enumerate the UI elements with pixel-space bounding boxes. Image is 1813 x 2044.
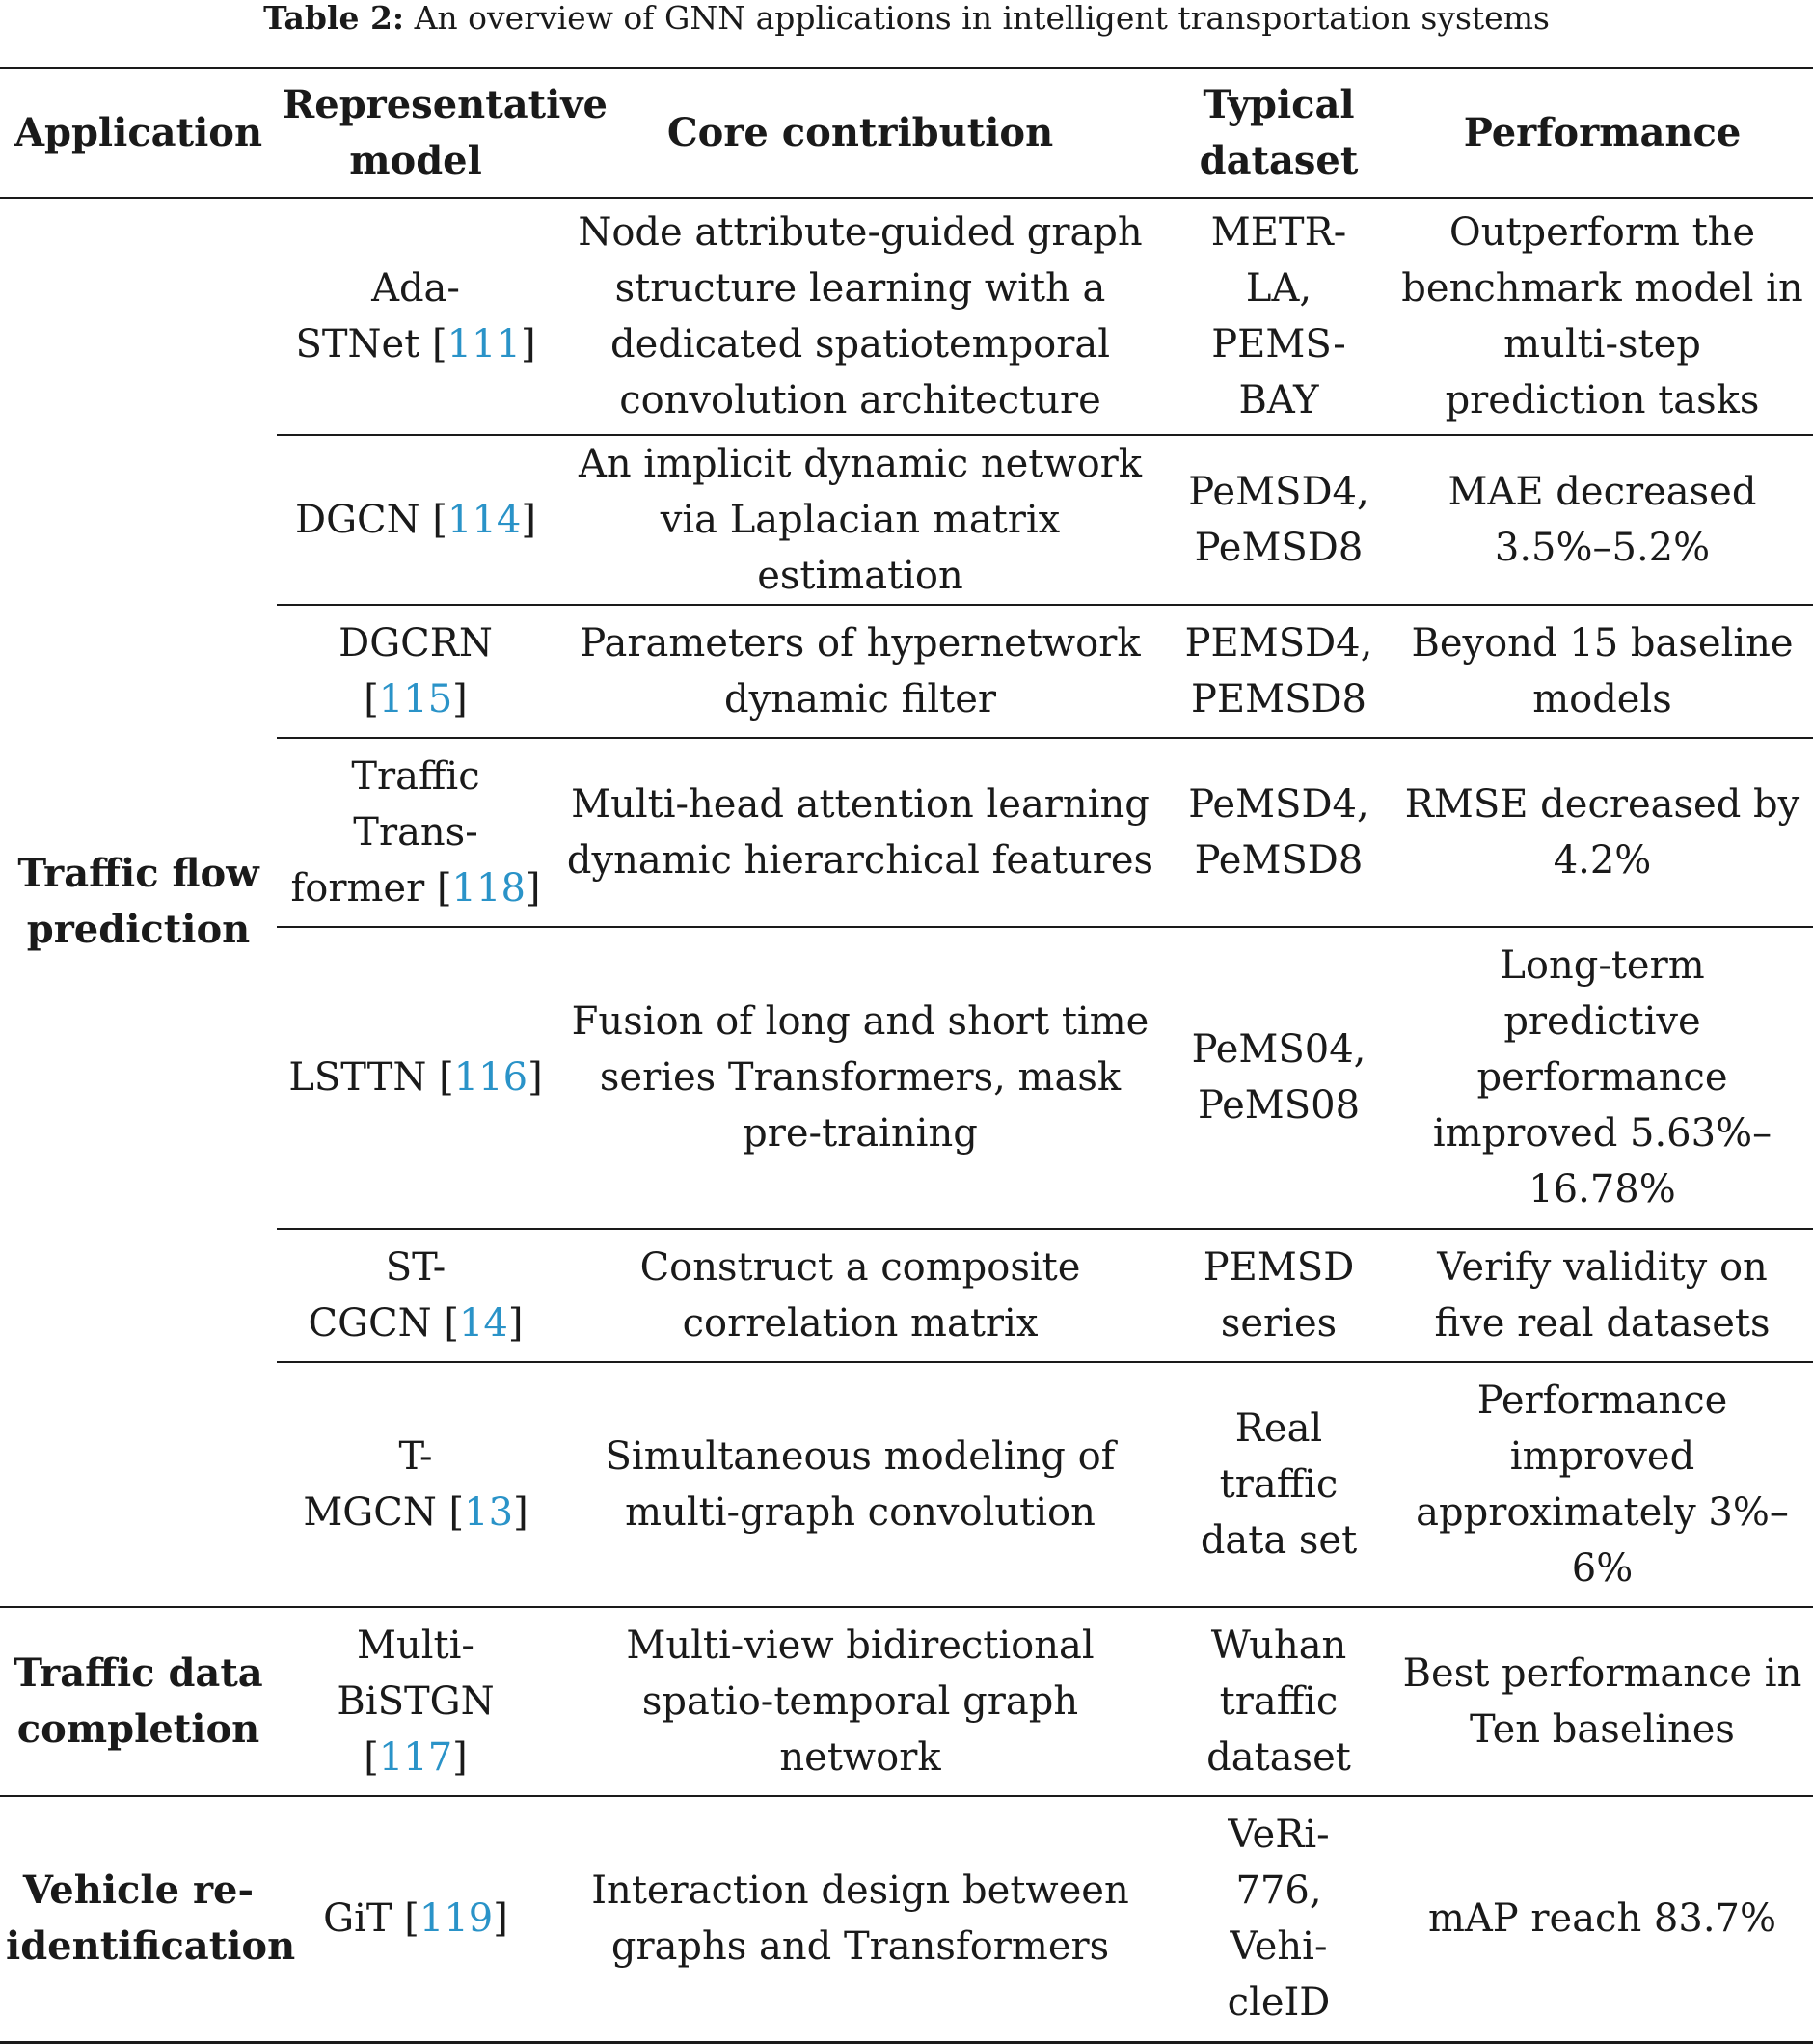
performance-cell: Performance improved approximately 3%–6% (1392, 1362, 1813, 1607)
header-performance: Performance (1463, 109, 1742, 155)
model-cell: T- MGCN [13] (277, 1362, 555, 1607)
contribution-cell: Multi-view bidirectional spatio-temporal graph network (555, 1607, 1166, 1796)
model-cell: Ada- STNet [111] (277, 198, 555, 435)
application-line1: Vehicle re- (22, 1867, 255, 1914)
header-dataset (1166, 68, 1392, 198)
header-model-line2: model (349, 137, 482, 183)
header-dataset-line1: Typical (1203, 81, 1355, 127)
performance-cell: Outperform the benchmark model in multi-step prediction tasks (1392, 198, 1813, 435)
model-cell: Traffic Trans- former [118] (277, 738, 555, 927)
citation-link[interactable]: 13 (464, 1489, 514, 1535)
citation-link[interactable]: 115 (378, 676, 453, 722)
contribution-cell: Multi-head attention learning dynamic hierarchical features (555, 738, 1166, 927)
table-caption (0, 0, 1813, 44)
citation-link[interactable]: 118 (451, 865, 526, 911)
dataset-cell: METR- LA, PEMS- BAY (1166, 198, 1392, 435)
dataset-cell: PeMSD4, PeMSD8 (1166, 435, 1392, 605)
model-cell: DGCRN [115] (277, 605, 555, 738)
application-cell-vehicle-reid (0, 1796, 296, 2043)
caption-text: An overview of GNN applications in intelligent transportation systems (404, 0, 1550, 37)
citation-link[interactable]: 116 (453, 1055, 528, 1100)
model-name: DGCN (295, 497, 420, 542)
contribution-cell: Interaction design between graphs and Transformers (555, 1796, 1166, 2043)
header-row (0, 68, 1813, 198)
application-line2: prediction (26, 907, 251, 952)
application-cell-traffic-flow (0, 198, 277, 1607)
model-cell: ST- CGCN [14] (277, 1229, 555, 1362)
application-line2: identification (6, 1923, 296, 1970)
dataset-cell: PEMSD series (1166, 1229, 1392, 1362)
model-cell: Multi- BiSTGN [117] (277, 1607, 555, 1796)
dataset-cell: VeRi- 776, Vehi- cleID (1166, 1796, 1392, 2043)
model-name: LSTTN (288, 1055, 427, 1100)
dataset-cell: Real traffic data set (1166, 1362, 1392, 1607)
header-application: Application (14, 109, 263, 155)
citation-link[interactable]: 114 (447, 497, 522, 542)
contribution-cell: Construct a composite correlation matrix (555, 1229, 1166, 1362)
performance-cell: Verify validity on five real datasets (1392, 1229, 1813, 1362)
performance-cell: Best performance in Ten baselines (1392, 1607, 1813, 1796)
contribution-cell: Fusion of long and short time series Transformers, mask pre-training (555, 927, 1166, 1229)
contribution-cell: Parameters of hypernetwork dynamic filter (555, 605, 1166, 738)
performance-cell: Beyond 15 baseline models (1392, 605, 1813, 738)
citation-link[interactable]: 14 (458, 1300, 508, 1346)
citation-link[interactable]: 111 (446, 321, 521, 367)
dataset-cell: PeMSD4, PeMSD8 (1166, 738, 1392, 927)
gnn-applications-table (0, 67, 1813, 2044)
application-line1: Traffic flow (17, 851, 259, 896)
contribution-cell: Simultaneous modeling of multi-graph convolution (555, 1362, 1166, 1607)
dataset-cell: PeMS04, PeMS08 (1166, 927, 1392, 1229)
model-cell: GiT [119] (277, 1796, 555, 2043)
header-model (277, 68, 608, 198)
contribution-cell: An implicit dynamic network via Laplacian matrix estimation (555, 435, 1166, 605)
citation-link[interactable]: 119 (419, 1896, 494, 1942)
dataset-cell: PEMSD4, PEMSD8 (1166, 605, 1392, 738)
performance-cell: MAE decreased 3.5%–5.2% (1392, 435, 1813, 605)
header-model-line1: Representative (283, 81, 608, 127)
application-cell-data-completion (0, 1607, 277, 1796)
performance-cell: RMSE decreased by 4.2% (1392, 738, 1813, 927)
caption-label: Table 2: (263, 0, 405, 37)
performance-cell: Long-term predictive performance improved 5.63%–16.78% (1392, 927, 1813, 1229)
model-name: GiT (323, 1896, 392, 1942)
citation-link[interactable]: 117 (378, 1734, 453, 1780)
header-contribution: Core contribution (666, 109, 1054, 155)
header-dataset-line2: dataset (1199, 137, 1359, 183)
model-cell: LSTTN [116] (277, 927, 555, 1229)
table-row (0, 1796, 1813, 2043)
performance-cell: mAP reach 83.7% (1392, 1796, 1813, 2043)
model-cell: DGCN [114] (277, 435, 555, 605)
contribution-cell: Node attribute-guided graph structure learning with a dedicated spatiotemporal convolution architecture (555, 198, 1166, 435)
application-line2: completion (16, 1705, 260, 1752)
table-row (0, 1607, 1813, 1796)
table-row (0, 198, 1813, 435)
application-line1: Traffic data (14, 1649, 263, 1696)
dataset-cell: Wuhan traffic dataset (1166, 1607, 1392, 1796)
model-name: DGCRN (338, 620, 493, 666)
